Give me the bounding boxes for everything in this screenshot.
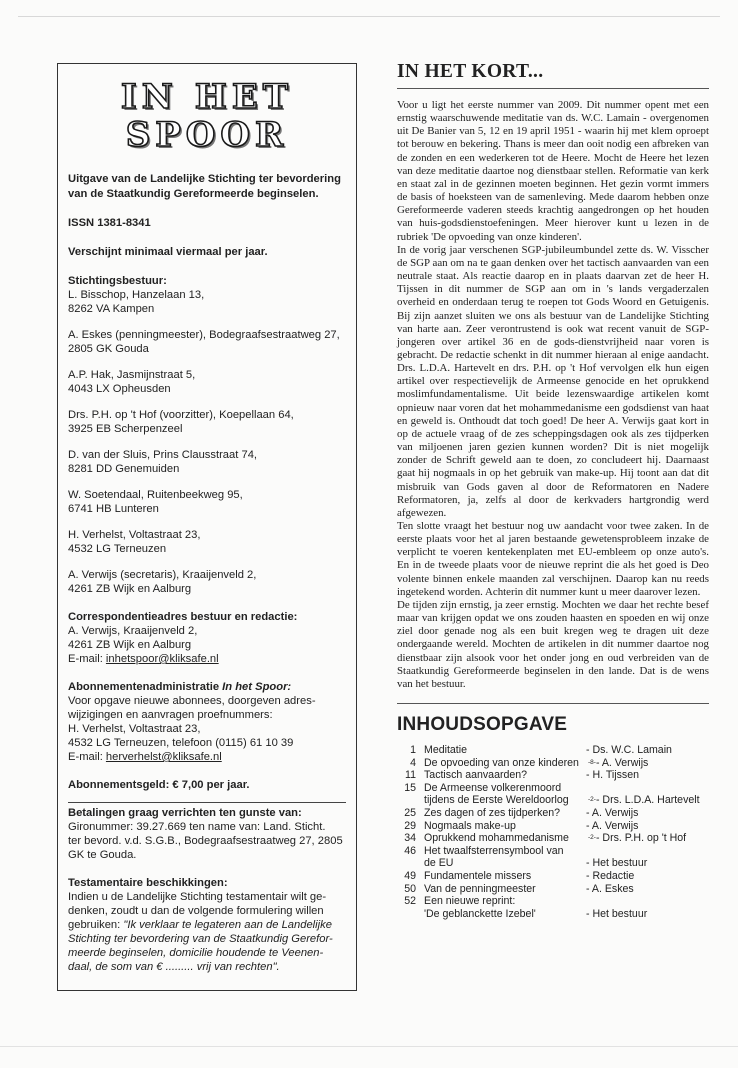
will-line: Indien u de Landelijke Stichting testamentair wilt ge- xyxy=(68,891,327,903)
toc-entry[interactable] xyxy=(397,832,709,845)
intro-paragraph: Ten slotte vraagt het bestuur nog uw aandacht voor twee zaken. In de eerste plaats voor het al jaren bestaande gewetensprobleem inzake de verplicht te voeren kentekenplaten met EU-embleem op onze auto's. En in de tweede plaats voor de nieuwe reprint die als het goed is Deo volente binnen enkele maanden zal verschijnen. Daarop kan nu reeds ingetekend worden. Achterin dit nummer kunt u meer daarover lezen. xyxy=(397,520,709,598)
toc-entry[interactable] xyxy=(397,769,709,782)
email-label: E-mail: xyxy=(68,751,106,763)
toc-entry-title: Tactisch aanvaarden? xyxy=(424,769,528,782)
toc-entry-author: - A. Verwijs xyxy=(586,807,639,819)
toc-page-number: 46 xyxy=(404,844,416,857)
in-het-spoor-logo xyxy=(68,78,346,162)
payment-section xyxy=(68,802,346,862)
will-heading: Testamentaire beschikkingen: xyxy=(68,877,228,889)
intro-paragraph: Voor u ligt het eerste nummer van 2009. Dit nummer opent met een ernstig waarschuwende meditatie van ds. W.C. Lamain - overgenomen uit De Banier van 5, 12 en 19 april 1951 - waarin hij met klem oproept tot berouw en bekering. Thans is meer dan ooit nodig een afbreken van de zonden en een wederkeren tot de Heere. Mocht de Heere het lezen van deze meditatie daartoe nog dienstbaar stellen. Reformatie van kerk en staat zal in de gezinnen moeten beginnen. Het gezin vormt immers de basis of hoeksteen van de samenleving. Mede daarom hebben onze Gereformeerde vaderen steeds krachtig aangedrongen op het houden van huis-godsdienstoefeningen. Meer hierover kunt u lezen in de rubriek 'De opvoeding van onze kinderen'. xyxy=(397,99,709,243)
will-lead: gebruiken: xyxy=(68,919,124,931)
payment-line: GK te Gouda. xyxy=(68,849,137,861)
toc-entry[interactable] xyxy=(397,820,709,833)
board-member-line: 6741 HB Lunteren xyxy=(68,503,159,515)
toc-page-number: 34 xyxy=(404,832,416,845)
toc-entry-author: - Het bestuur xyxy=(586,907,648,920)
payment-line: Gironummer: 39.27.669 ten name van: Land. Sticht. xyxy=(68,821,326,833)
top-rule xyxy=(18,16,720,17)
board-member-line: L. Bisschop, Hanzelaan 13, xyxy=(68,289,205,301)
toc-entry-title: De Armeense volkerenmoord xyxy=(424,781,562,794)
toc-entry-part: -2- xyxy=(588,796,596,804)
toc-entry-part: -2- xyxy=(588,834,596,842)
toc-entry-title: De opvoeding van onze kinderen xyxy=(424,756,579,769)
will-line xyxy=(68,918,346,932)
toc-entry-title: Het twaalfsterrensymbool van xyxy=(424,844,564,857)
toc-entry-author: - A. Eskes xyxy=(586,882,634,895)
toc-entry-author: - Ds. W.C. Lamain xyxy=(586,744,672,757)
subscription-fee: Abonnementsgeld: € 7,00 per jaar. xyxy=(68,779,250,791)
toc-entry[interactable] xyxy=(397,883,709,896)
board-member-line: H. Verhelst, Voltastraat 23, xyxy=(68,529,201,541)
administration-line: Voor opgave nieuwe abonnees, doorgeven adres- xyxy=(68,695,316,707)
board-member xyxy=(68,528,346,556)
toc-entry[interactable] xyxy=(397,757,709,770)
will-quote: "Ik verklaar te legateren aan de Landelijke xyxy=(123,919,332,931)
toc-entry-author: - A. Verwijs xyxy=(586,819,639,832)
board-member-line: W. Soetendaal, Ruitenbeekweg 95, xyxy=(68,489,243,501)
will-quote: meerde beginselen, domicilie houdende te Veenen- xyxy=(68,947,324,959)
toc-entry-part: -8- xyxy=(588,758,596,766)
toc-entry-author: - H. Tijssen xyxy=(586,769,639,782)
toc-entry-title: 'De geblanckette Izebel' xyxy=(424,907,536,920)
administration-heading-text: Abonnementenadministratie xyxy=(68,681,223,693)
toc-entry-title: de EU xyxy=(424,857,454,870)
toc-rule xyxy=(397,703,709,704)
board-member xyxy=(68,448,346,476)
issn: ISSN 1381-8341 xyxy=(68,217,151,229)
toc-entry-author xyxy=(586,782,709,795)
board-member-line: 4043 LX Opheusden xyxy=(68,383,171,395)
board-member-line: 2805 GK Gouda xyxy=(68,343,149,355)
will-quote: Stichting ter bevordering van de Staatkundig Gerefor- xyxy=(68,933,333,945)
toc-entry-author: - Redactie xyxy=(586,869,635,882)
payment-heading: Betalingen graag verrichten ten gunste van: xyxy=(68,807,302,819)
board-member xyxy=(68,368,346,396)
toc-entry-title: tijdens de Eerste Wereldoorlog xyxy=(424,794,569,807)
administration-heading-title: In het Spoor: xyxy=(222,681,292,693)
toc-entry-author xyxy=(586,845,709,858)
toc-page-number: 49 xyxy=(404,869,416,882)
correspondence-line: A. Verwijs, Kraaijenveld 2, xyxy=(68,625,198,637)
board-member-line: A. Eskes (penningmeester), Bodegraafsestraatweg 27, xyxy=(68,329,340,341)
toc-entry-title: Oprukkend mohammedanisme xyxy=(424,832,569,845)
toc-entry[interactable] xyxy=(397,744,709,757)
board-member-line: A. Verwijs (secretaris), Kraaijenveld 2, xyxy=(68,569,257,581)
board-member xyxy=(68,488,346,516)
board-member xyxy=(68,408,346,436)
board-member-line: D. van der Sluis, Prins Clausstraat 74, xyxy=(68,449,258,461)
colophon-box xyxy=(57,63,357,991)
board-member-line: 8281 DD Genemuiden xyxy=(68,463,180,475)
toc-page-number: 15 xyxy=(404,781,416,794)
toc-entry[interactable] xyxy=(397,794,709,807)
toc-entry[interactable] xyxy=(397,908,709,921)
toc-entry-title: Zes dagen of zes tijdperken? xyxy=(424,807,561,819)
toc-entry-author: - A. Verwijs xyxy=(595,756,649,769)
toc-entry[interactable] xyxy=(397,895,709,908)
toc-page-number: 25 xyxy=(404,807,416,819)
toc-entry-title: Van de penningmeester xyxy=(424,882,536,895)
board-member-line: Drs. P.H. op 't Hof (voorzitter), Koepellaan 64, xyxy=(68,409,294,421)
toc-entry-author: - Drs. P.H. op 't Hof xyxy=(595,832,687,845)
toc-entry[interactable] xyxy=(397,857,709,870)
logo-line-2: SPOOR xyxy=(125,115,289,155)
board-member xyxy=(68,288,346,316)
board-member-line: 4261 ZB Wijk en Aalburg xyxy=(68,583,192,595)
toc-page-number: 11 xyxy=(405,769,416,782)
toc-page-number xyxy=(397,794,424,807)
board-member-line: 3925 EB Scherpenzeel xyxy=(68,423,183,435)
administration-email-line xyxy=(68,750,346,764)
logo-line-1: IN HET xyxy=(120,77,294,117)
board-member-line: 4532 LG Terneuzen xyxy=(68,543,167,555)
toc-page-number: 1 xyxy=(410,744,416,757)
toc-entry[interactable] xyxy=(397,845,709,858)
will-line: denken, zoudt u dan de volgende formulering willen xyxy=(68,905,324,917)
intro-paragraph: De tijden zijn ernstig, ja zeer ernstig. Mochten we daar het rechte besef maar van krijgen opdat we ons zouden haasten en spoeden en wij onze ziel door genade nog als een buit kregen weg te dragen uit deze ondergaande wereld. Mochten de artikelen in dit nummer daartoe nog dienstbaar zijn alsook voor het onder jong en oud verbreiden van de Staatkundig Gereformeerde beginselen in den lande. Dat is de wens van het bestuur. xyxy=(397,598,709,690)
intro-body xyxy=(397,99,709,691)
board-member-line: A.P. Hak, Jasmijnstraat 5, xyxy=(68,369,196,381)
toc-page-number: 52 xyxy=(404,895,416,908)
administration-email-link[interactable]: herverhelst@kliksafe.nl xyxy=(105,751,222,763)
toc-entry[interactable] xyxy=(397,782,709,795)
toc-title: INHOUDSOPGAVE xyxy=(397,714,568,736)
administration-line: wijzigingen en aanvragen proefnummers: xyxy=(68,709,273,721)
administration-line: H. Verhelst, Voltastraat 23, xyxy=(68,723,201,735)
administration-line: 4532 LG Terneuzen, telefoon (0115) 61 10 39 xyxy=(68,737,294,749)
intro-paragraph: In de vorig jaar verschenen SGP-jubileumbundel zette ds. W. Visscher de SGP aan om na te gaan denken over het tactisch aanvaarden van een neutrale staat. Als reactie daarop en in plaats daarvan zet de heer H. Tijssen in dit nummer de SGP aan om in 's lands vergaderzalen overheid en onderdaan terug te roepen tot Gods Woord en Getuigenis. Bij zijn aanzet sluiten we ons als bestuur van de Landelijke Stichting van harte aan. Zeer verontrustend is ook wat recent vanuit de SGP-jongeren over artikel 36 en de gods-dienstvrijheid naar voren is gebracht. De redactie schenkt in dit nummer hieraan al enige aandacht. Drs. L.D.A. Hartevelt en drs. P.H. op 't Hof vervolgen elk hun eigen artikel over respectievelijk de Armeense genocide en het oprukkend moslimfundamentalisme. Uit beide lezenswaardige artikelen komt opnieuw naar voren dat het mohammedanisme een godsdienst van haat en geweld is. Onthoudt dat toch goed! De heer A. Verwijs gaat kort in op de actuele vraag of de zes scheppingsdagen ook als zes tijdperken van miljoenen jaren gezien kunnen worden? Dit is niet mogelijk zonder de Schrift geweld aan te doen, zo concludeert hij. Daarnaast gaat hij nogmaals in op het gebruik van make-up. Hij toont aan dat dit misbruik van Gods gaven al door de Reformatoren en Nadere Reformatoren, ja, zelfs al door de kerkvaders hartgrondig werd afgewezen. xyxy=(397,243,709,519)
intro-title: IN HET KORT... xyxy=(397,61,544,82)
board-member-line: 8262 VA Kampen xyxy=(68,303,155,315)
toc-entry-author: - Het bestuur xyxy=(586,857,648,870)
correspondence-email-link[interactable]: inhetspoor@kliksafe.nl xyxy=(105,653,219,665)
board-list xyxy=(68,288,346,596)
toc-entry-title: Meditatie xyxy=(424,744,467,757)
toc-entry-title: Een nieuwe reprint: xyxy=(424,895,516,908)
toc-list xyxy=(397,744,709,920)
toc-page-number xyxy=(397,857,424,870)
right-column xyxy=(397,60,709,920)
toc-page-number: 29 xyxy=(404,819,416,832)
title-rule xyxy=(397,88,709,89)
toc-entry-author xyxy=(586,895,709,908)
administration-heading xyxy=(68,680,346,694)
email-label: E-mail: xyxy=(68,653,106,665)
board-member xyxy=(68,328,346,356)
payment-line: ter bevord. v.d. S.G.B., Bodegraafsestraatweg 27, 2805 xyxy=(68,835,343,847)
toc-entry[interactable] xyxy=(397,870,709,883)
toc-entry-title: Nogmaals make-up xyxy=(424,819,516,832)
will-quote: daal, de som van € ......... vrij van rechten". xyxy=(68,961,280,973)
correspondence-heading: Correspondentieadres bestuur en redactie: xyxy=(68,611,298,623)
board-heading: Stichtingsbestuur: xyxy=(68,275,167,287)
toc-page-number: 4 xyxy=(410,756,416,769)
publisher-statement: Uitgave van de Landelijke Stichting ter bevordering van de Staatkundig Gereformeerde beginselen. xyxy=(68,173,341,200)
bottom-rule xyxy=(0,1046,738,1047)
toc-page-number: 50 xyxy=(404,882,416,895)
correspondence-email-line xyxy=(68,652,346,666)
correspondence-line: 4261 ZB Wijk en Aalburg xyxy=(68,639,192,651)
toc-page-number xyxy=(397,908,424,921)
board-member xyxy=(68,568,346,596)
toc-entry[interactable] xyxy=(397,807,709,820)
frequency: Verschijnt minimaal viermaal per jaar. xyxy=(68,246,268,258)
toc-entry-author: - Drs. L.D.A. Hartevelt xyxy=(595,794,700,807)
toc-entry-title: Fundamentele missers xyxy=(424,869,532,882)
